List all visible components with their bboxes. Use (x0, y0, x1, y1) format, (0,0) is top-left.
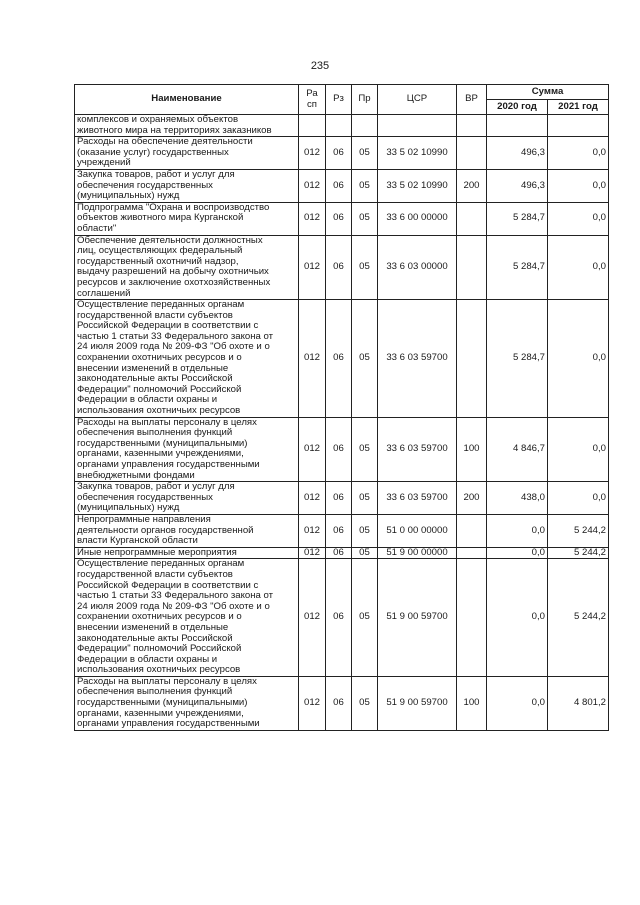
row-name: Закупка товаров, работ и услуг для обеспечения государственных (муниципальных) нужд (75, 482, 299, 515)
table-row (75, 235, 609, 300)
row-rz: 06 (326, 169, 352, 202)
row-name: Осуществление переданных органам государственной власти субъектов Российской Федерации в соответствии с частью 1 статьи 33 Федерального закона от 24 июля 2009 года № 209-ФЗ "Об охоте и о сохранении охотничьих ресурсов и о внесении изменений в отдельные законодательные акты Российской Федерации" полномочий Российской Федерации в области охраны и использования охотничьих ресурсов (75, 300, 299, 418)
row-vr (457, 115, 487, 137)
page-number: 235 (310, 60, 330, 72)
row-name: Осуществление переданных органам государственной власти субъектов Российской Федерации в соответствии с частью 1 статьи 33 Федерального закона от 24 июля 2009 года № 209-ФЗ "Об охоте и о сохранении охотничьих ресурсов и о внесении изменений в отдельные законодательные акты Российской Федерации" полномочий Российской Федерации в области охраны и использования охотничьих ресурсов (75, 559, 299, 677)
row-vr (457, 202, 487, 235)
table-row (75, 137, 609, 170)
row-rasp: 012 (299, 202, 326, 235)
row-sum-2020: 4 846,7 (487, 417, 548, 482)
row-rasp: 012 (299, 676, 326, 730)
table-row (75, 169, 609, 202)
row-vr: 100 (457, 417, 487, 482)
table-row (75, 547, 609, 559)
row-rz: 06 (326, 559, 352, 677)
row-sum-2020: 0,0 (487, 547, 548, 559)
row-csr: 51 9 00 59700 (378, 676, 457, 730)
row-sum-2020: 438,0 (487, 482, 548, 515)
row-sum-2020: 0,0 (487, 676, 548, 730)
row-sum-2020: 5 284,7 (487, 235, 548, 300)
row-rasp: 012 (299, 137, 326, 170)
row-rasp: 012 (299, 235, 326, 300)
row-name: Иные непрограммные мероприятия (75, 547, 299, 559)
row-rasp (299, 115, 326, 137)
table-row (75, 514, 609, 547)
row-pr: 05 (352, 235, 378, 300)
row-csr: 33 6 03 59700 (378, 417, 457, 482)
row-rz: 06 (326, 676, 352, 730)
row-pr: 05 (352, 482, 378, 515)
row-csr: 33 5 02 10990 (378, 169, 457, 202)
row-sum-2020: 496,3 (487, 137, 548, 170)
row-sum-2020: 496,3 (487, 169, 548, 202)
header-year-2020: 2020 год (487, 100, 548, 115)
row-rasp: 012 (299, 300, 326, 418)
header-rasp: Ра сп (299, 85, 326, 115)
row-sum-2021: 5 244,2 (548, 514, 609, 547)
row-csr (378, 115, 457, 137)
row-sum-2021: 4 801,2 (548, 676, 609, 730)
row-rz: 06 (326, 514, 352, 547)
row-rasp: 012 (299, 547, 326, 559)
row-sum-2020 (487, 115, 548, 137)
row-vr (457, 137, 487, 170)
row-pr: 05 (352, 514, 378, 547)
row-rz: 06 (326, 300, 352, 418)
row-vr: 100 (457, 676, 487, 730)
row-sum-2021: 0,0 (548, 235, 609, 300)
row-rasp: 012 (299, 559, 326, 677)
table-body (75, 115, 609, 731)
row-sum-2021: 0,0 (548, 417, 609, 482)
row-csr: 51 0 00 00000 (378, 514, 457, 547)
header-vr: ВР (457, 85, 487, 115)
row-name: Подпрограмма "Охрана и воспроизводство объектов животного мира Курганской области" (75, 202, 299, 235)
row-sum-2020: 5 284,7 (487, 300, 548, 418)
row-rasp: 012 (299, 514, 326, 547)
row-rz: 06 (326, 235, 352, 300)
table-row (75, 676, 609, 730)
row-pr (352, 115, 378, 137)
row-name: Расходы на выплаты персоналу в целях обеспечения выполнения функций государственными (муниципальными) органами, казенными учреждениями, органами управления государственными (75, 676, 299, 730)
row-pr: 05 (352, 300, 378, 418)
table-row (75, 202, 609, 235)
row-sum-2021 (548, 115, 609, 137)
row-rz: 06 (326, 482, 352, 515)
row-sum-2020: 0,0 (487, 514, 548, 547)
header-sum: Сумма (487, 85, 609, 100)
header-name: Наименование (75, 85, 299, 115)
table-row (75, 417, 609, 482)
row-rz: 06 (326, 417, 352, 482)
row-csr: 51 9 00 00000 (378, 547, 457, 559)
row-rz: 06 (326, 137, 352, 170)
row-name: комплексов и охраняемых объектов животного мира на территориях заказников (75, 115, 299, 137)
row-vr (457, 300, 487, 418)
row-name: Обеспечение деятельности должностных лиц, осуществляющих федеральный государственный охотничий надзор, выдачу разрешений на добычу охотничьих ресурсов и заключение охотхозяйственных соглашений (75, 235, 299, 300)
row-pr: 05 (352, 169, 378, 202)
row-rasp: 012 (299, 417, 326, 482)
row-name: Расходы на выплаты персоналу в целях обеспечения выполнения функций государственными (муниципальными) органами, казенными учреждениями, органами управления государственными внебюджетными фондами (75, 417, 299, 482)
header-pr: Пр (352, 85, 378, 115)
row-name: Расходы на обеспечение деятельности (оказание услуг) государственных учреждений (75, 137, 299, 170)
row-vr (457, 235, 487, 300)
table-row (75, 300, 609, 418)
row-csr: 33 6 03 00000 (378, 235, 457, 300)
row-sum-2020: 0,0 (487, 559, 548, 677)
budget-table (74, 84, 609, 731)
header-year-2021: 2021 год (548, 100, 609, 115)
row-sum-2021: 0,0 (548, 169, 609, 202)
row-sum-2021: 0,0 (548, 482, 609, 515)
row-pr: 05 (352, 559, 378, 677)
row-pr: 05 (352, 547, 378, 559)
row-rasp: 012 (299, 169, 326, 202)
row-sum-2021: 0,0 (548, 300, 609, 418)
header-csr: ЦСР (378, 85, 457, 115)
table-header (75, 85, 609, 115)
row-sum-2021: 5 244,2 (548, 559, 609, 677)
row-sum-2020: 5 284,7 (487, 202, 548, 235)
table-row (75, 482, 609, 515)
row-csr: 33 6 00 00000 (378, 202, 457, 235)
table-row (75, 559, 609, 677)
row-csr: 33 5 02 10990 (378, 137, 457, 170)
header-rz: Рз (326, 85, 352, 115)
row-csr: 33 6 03 59700 (378, 300, 457, 418)
row-rz: 06 (326, 202, 352, 235)
row-name: Непрограммные направления деятельности органов государственной власти Курганской области (75, 514, 299, 547)
row-pr: 05 (352, 137, 378, 170)
table-row (75, 115, 609, 137)
row-rasp: 012 (299, 482, 326, 515)
row-sum-2021: 5 244,2 (548, 547, 609, 559)
row-pr: 05 (352, 202, 378, 235)
row-vr: 200 (457, 169, 487, 202)
row-sum-2021: 0,0 (548, 202, 609, 235)
row-pr: 05 (352, 417, 378, 482)
row-rz: 06 (326, 547, 352, 559)
row-csr: 33 6 03 59700 (378, 482, 457, 515)
row-vr (457, 514, 487, 547)
row-rz (326, 115, 352, 137)
row-sum-2021: 0,0 (548, 137, 609, 170)
row-vr (457, 547, 487, 559)
row-name: Закупка товаров, работ и услуг для обеспечения государственных (муниципальных) нужд (75, 169, 299, 202)
row-vr (457, 559, 487, 677)
row-pr: 05 (352, 676, 378, 730)
row-csr: 51 9 00 59700 (378, 559, 457, 677)
row-vr: 200 (457, 482, 487, 515)
